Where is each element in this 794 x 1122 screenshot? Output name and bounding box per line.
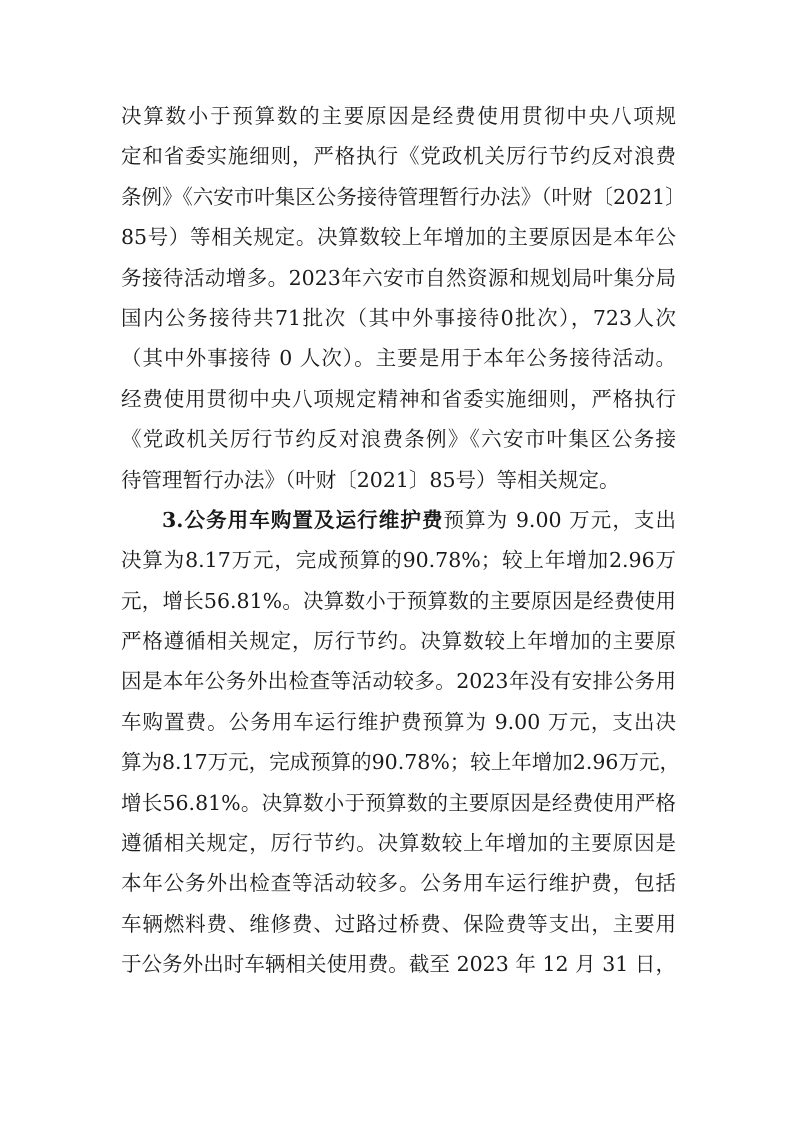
paragraph-line: 85号）等相关规定。决算数较上年增加的主要原因是本年公 bbox=[121, 225, 676, 250]
paragraph-line: 严格遵循相关规定，厉行节约。决算数较上年增加的主要原 bbox=[121, 629, 676, 654]
body-text bbox=[121, 96, 686, 985]
paragraph-line: 算为8.17万元，完成预算的90.78%；较上年增加2.96万元， bbox=[121, 750, 680, 775]
section-3-heading: 3.公务用车购置及运行维护费 bbox=[162, 507, 444, 532]
paragraph-line: 国内公务接待共71批次（其中外事接待0批次），723人次 bbox=[121, 305, 676, 330]
paragraph-line: 车辆燃料费、维修费、过路过桥费、保险费等支出，主要用 bbox=[121, 911, 676, 936]
paragraph-line: 元，增长56.81%。决算数小于预算数的主要原因是经费使用 bbox=[121, 588, 676, 613]
paragraph-line: 于公务外出时车辆相关使用费。截至 2023 年 12 月 31 日， bbox=[121, 952, 676, 977]
paragraph-line: 决算数小于预算数的主要原因是经费使用贯彻中央八项规 bbox=[121, 104, 676, 128]
section-3-first-line bbox=[121, 500, 676, 540]
paragraph-line: 待管理暂行办法》（叶财〔2021〕85号）等相关规定。 bbox=[121, 467, 620, 492]
paragraph-line: 因是本年公务外出检查等活动较多。2023年没有安排公务用 bbox=[121, 669, 676, 694]
paragraph-line: （其中外事接待 0 人次）。主要是用于本年公务接待活动。 bbox=[121, 346, 676, 371]
paragraph-line: 定和省委实施细则，严格执行《党政机关厉行节约反对浪费 bbox=[121, 144, 676, 169]
paragraph-line: 《党政机关厉行节约反对浪费条例》《六安市叶集区公务接 bbox=[121, 427, 676, 452]
section-3-first-line-text: 预算为 9.00 万元，支出 bbox=[443, 507, 676, 532]
paragraph-line: 务接待活动增多。2023年六安市自然资源和规划局叶集分局 bbox=[121, 265, 676, 290]
paragraph-line: 遵循相关规定，厉行节约。决算数较上年增加的主要原因是 bbox=[121, 831, 676, 856]
paragraph-line: 经费使用贯彻中央八项规定精神和省委实施细则，严格执行 bbox=[121, 386, 676, 411]
paragraph-line: 决算为8.17万元，完成预算的90.78%；较上年增加2.96万 bbox=[121, 548, 676, 573]
paragraph-line: 增长56.81%。决算数小于预算数的主要原因是经费使用严格 bbox=[121, 790, 676, 815]
paragraph-line: 本年公务外出检查等活动较多。公务用车运行维护费，包括 bbox=[121, 871, 676, 896]
paragraph-line: 条例》《六安市叶集区公务接待管理暂行办法》（叶财〔2021〕 bbox=[121, 184, 686, 209]
paragraph-line: 车购置费。公务用车运行维护费预算为 9.00 万元，支出决 bbox=[121, 709, 676, 734]
